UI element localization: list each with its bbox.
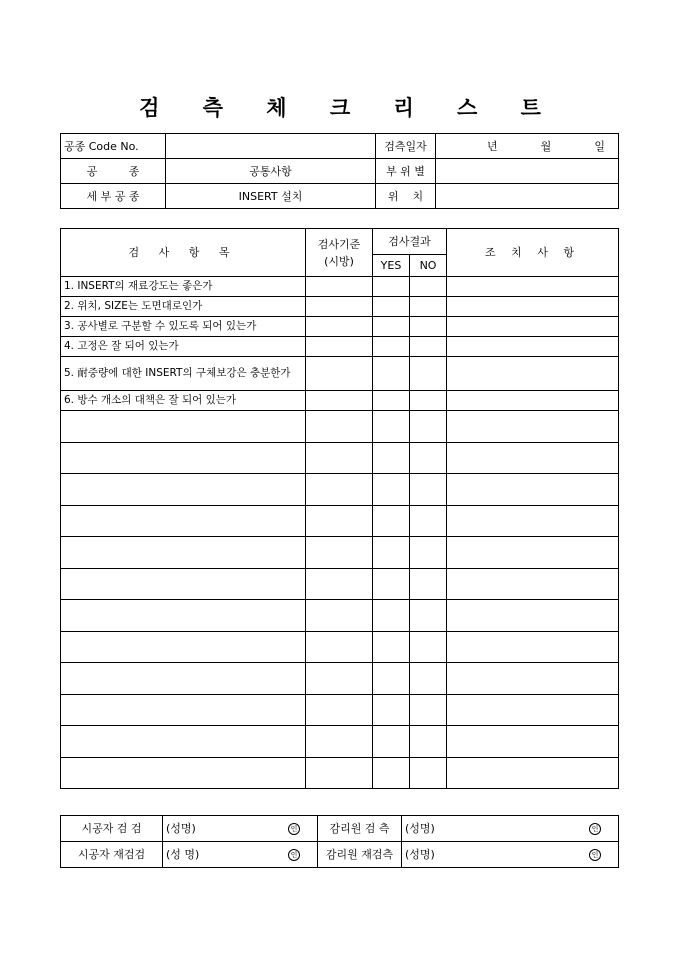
criteria-cell[interactable] (306, 317, 373, 337)
detail-value[interactable]: INSERT 설치 (166, 184, 376, 209)
checklist-blank-row (61, 568, 619, 600)
action-cell[interactable] (447, 391, 619, 411)
checklist-blank-row (61, 757, 619, 789)
action-cell[interactable] (447, 317, 619, 337)
date-year: 년 (487, 139, 498, 153)
date-value[interactable] (436, 134, 619, 159)
page-title: 검 측 체 크 리 스 트 (139, 95, 559, 120)
item-text[interactable] (61, 411, 306, 443)
no-cell[interactable] (410, 757, 447, 789)
info-table (60, 133, 619, 209)
header-criteria (306, 229, 373, 277)
criteria-cell[interactable] (306, 337, 373, 357)
action-cell[interactable] (447, 663, 619, 695)
item-text[interactable] (61, 600, 306, 632)
item-text: 1. INSERT의 재료강도는 좋은가 (61, 277, 306, 297)
checklist-table (60, 228, 619, 789)
part-label: 부 위 별 (376, 159, 436, 184)
criteria-cell[interactable] (306, 357, 373, 391)
checklist-row (61, 337, 619, 357)
yes-cell[interactable] (373, 277, 410, 297)
yes-cell[interactable] (373, 600, 410, 632)
no-cell[interactable] (410, 317, 447, 337)
action-cell[interactable] (447, 357, 619, 391)
item-text[interactable] (61, 631, 306, 663)
checklist-blank-row (61, 442, 619, 474)
item-text[interactable] (61, 474, 306, 506)
name-label: (성명) (405, 822, 435, 835)
checklist-row (61, 357, 619, 391)
supervisor-inspect-sign[interactable] (402, 816, 619, 842)
yes-cell[interactable] (373, 663, 410, 695)
item-text[interactable] (61, 757, 306, 789)
supervisor-reinspect-label: 감리원 재검측 (318, 842, 402, 868)
criteria-cell[interactable] (306, 442, 373, 474)
criteria-cell[interactable] (306, 391, 373, 411)
location-value[interactable] (436, 184, 619, 209)
yes-cell[interactable] (373, 537, 410, 569)
location-label: 위 치 (376, 184, 436, 209)
checklist-blank-row (61, 726, 619, 758)
no-cell[interactable] (410, 337, 447, 357)
yes-cell[interactable] (373, 442, 410, 474)
yes-cell[interactable] (373, 357, 410, 391)
contractor-inspect-label: 시공자 검 검 (61, 816, 163, 842)
checklist-blank-row (61, 474, 619, 506)
checklist-blank-row (61, 411, 619, 443)
action-cell[interactable] (447, 694, 619, 726)
name-label: (성명) (405, 848, 435, 861)
no-cell[interactable] (410, 537, 447, 569)
yes-cell[interactable] (373, 391, 410, 411)
supervisor-inspect-label: 감리원 검 측 (318, 816, 402, 842)
header-no: NO (410, 255, 447, 277)
checklist-blank-row (61, 537, 619, 569)
detail-label: 세 부 공 종 (61, 184, 166, 209)
action-cell[interactable] (447, 277, 619, 297)
header-criteria-line2: (시방) (324, 254, 354, 268)
seal-icon: 인 (589, 849, 601, 861)
no-cell[interactable] (410, 600, 447, 632)
header-yes: YES (373, 255, 410, 277)
header-item: 검 사 항 목 (61, 229, 306, 277)
yes-cell[interactable] (373, 505, 410, 537)
signature-table (60, 815, 619, 868)
no-cell[interactable] (410, 631, 447, 663)
yes-cell[interactable] (373, 411, 410, 443)
part-value[interactable] (436, 159, 619, 184)
criteria-cell[interactable] (306, 297, 373, 317)
no-cell[interactable] (410, 726, 447, 758)
checklist-row (61, 391, 619, 411)
no-cell[interactable] (410, 568, 447, 600)
action-cell[interactable] (447, 537, 619, 569)
action-cell[interactable] (447, 442, 619, 474)
checklist-blank-row (61, 663, 619, 695)
name-label: (성명) (166, 822, 196, 835)
item-text: 5. 耐중량에 대한 INSERT의 구체보강은 충분한가 (61, 357, 306, 391)
no-cell[interactable] (410, 297, 447, 317)
yes-cell[interactable] (373, 317, 410, 337)
no-cell[interactable] (410, 474, 447, 506)
no-cell[interactable] (410, 694, 447, 726)
no-cell[interactable] (410, 357, 447, 391)
no-cell[interactable] (410, 663, 447, 695)
criteria-cell[interactable] (306, 631, 373, 663)
checklist-row (61, 297, 619, 317)
criteria-cell[interactable] (306, 474, 373, 506)
action-cell[interactable] (447, 297, 619, 317)
seal-icon: 인 (288, 823, 300, 835)
criteria-cell[interactable] (306, 277, 373, 297)
checklist-blank-row (61, 694, 619, 726)
name-label: (성 명) (166, 848, 200, 861)
checklist-blank-row (61, 631, 619, 663)
yes-cell[interactable] (373, 568, 410, 600)
action-cell[interactable] (447, 474, 619, 506)
item-text[interactable] (61, 505, 306, 537)
checklist-blank-row (61, 600, 619, 632)
criteria-cell[interactable] (306, 411, 373, 443)
item-text[interactable] (61, 726, 306, 758)
criteria-cell[interactable] (306, 663, 373, 695)
action-cell[interactable] (447, 631, 619, 663)
item-text[interactable] (61, 537, 306, 569)
criteria-cell[interactable] (306, 568, 373, 600)
item-text[interactable] (61, 663, 306, 695)
criteria-cell[interactable] (306, 726, 373, 758)
contractor-reinspect-label: 시공자 재검검 (61, 842, 163, 868)
action-cell[interactable] (447, 568, 619, 600)
action-cell[interactable] (447, 726, 619, 758)
contractor-inspect-sign[interactable] (163, 816, 318, 842)
contractor-reinspect-sign[interactable] (163, 842, 318, 868)
work-type-label: 공 종 (61, 159, 166, 184)
action-cell[interactable] (447, 411, 619, 443)
work-code-value[interactable] (166, 134, 376, 159)
yes-cell[interactable] (373, 631, 410, 663)
checklist-row (61, 317, 619, 337)
date-month: 월 (540, 139, 552, 153)
yes-cell[interactable] (373, 337, 410, 357)
date-day: 일 (594, 139, 605, 153)
action-cell[interactable] (447, 757, 619, 789)
item-text[interactable] (61, 694, 306, 726)
item-text: 3. 공사별로 구분할 수 있도록 되어 있는가 (61, 317, 306, 337)
yes-cell[interactable] (373, 694, 410, 726)
item-text: 4. 고정은 잘 되어 있는가 (61, 337, 306, 357)
criteria-cell[interactable] (306, 600, 373, 632)
checklist-blank-row (61, 505, 619, 537)
work-type-value[interactable]: 공통사항 (166, 159, 376, 184)
seal-icon: 인 (288, 849, 300, 861)
no-cell[interactable] (410, 442, 447, 474)
yes-cell[interactable] (373, 757, 410, 789)
no-cell[interactable] (410, 277, 447, 297)
criteria-cell[interactable] (306, 505, 373, 537)
no-cell[interactable] (410, 411, 447, 443)
work-code-label: 공종 Code No. (61, 134, 166, 159)
seal-icon: 인 (589, 823, 601, 835)
item-text[interactable] (61, 442, 306, 474)
header-action: 조 치 사 항 (447, 229, 619, 277)
criteria-cell[interactable] (306, 694, 373, 726)
item-text[interactable] (61, 568, 306, 600)
criteria-cell[interactable] (306, 757, 373, 789)
supervisor-reinspect-sign[interactable] (402, 842, 619, 868)
checklist-row (61, 277, 619, 297)
date-label: 검측일자 (376, 134, 436, 159)
yes-cell[interactable] (373, 297, 410, 317)
action-cell[interactable] (447, 600, 619, 632)
yes-cell[interactable] (373, 726, 410, 758)
no-cell[interactable] (410, 505, 447, 537)
no-cell[interactable] (410, 391, 447, 411)
item-text: 2. 위치, SIZE는 도면대로인가 (61, 297, 306, 317)
header-result: 검사결과 (373, 229, 447, 255)
action-cell[interactable] (447, 337, 619, 357)
criteria-cell[interactable] (306, 537, 373, 569)
action-cell[interactable] (447, 505, 619, 537)
yes-cell[interactable] (373, 474, 410, 506)
header-criteria-line1: 검사기준 (317, 237, 361, 251)
item-text: 6. 방수 개소의 대책은 잘 되어 있는가 (61, 391, 306, 411)
